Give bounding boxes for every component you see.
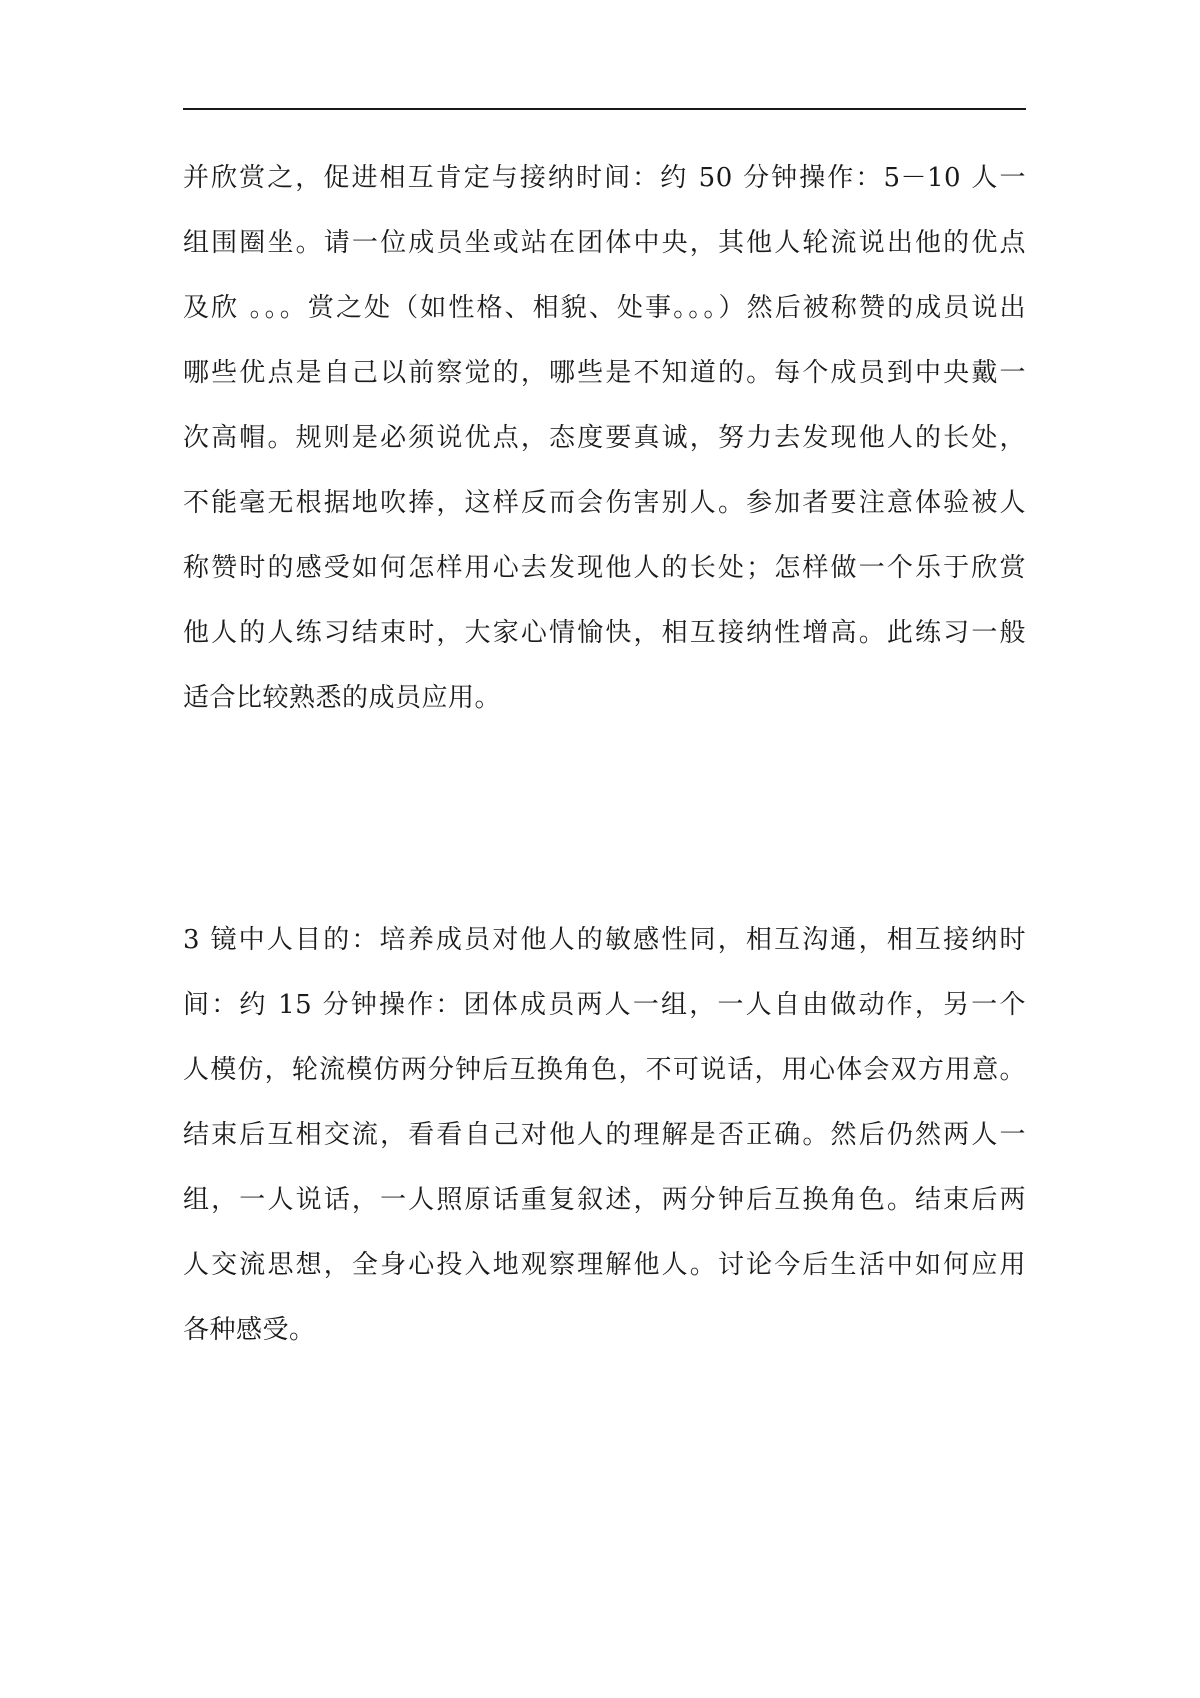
text-line: 次高帽。规则是必须说优点，态度要真诚，努力去发现他人的长处，: [183, 423, 1026, 453]
text-line: 并欣赏之，促进相互肯定与接纳时间：约 50 分钟操作：5－10 人一: [183, 163, 1026, 193]
text-line: 他人的人练习结束时，大家心情愉快，相互接纳性增高。此练习一般: [183, 618, 1026, 648]
text-line: 间：约 15 分钟操作：团体成员两人一组，一人自由做动作，另一个: [183, 990, 1026, 1020]
text-line: 人交流思想，全身心投入地观察理解他人。讨论今后生活中如何应用: [183, 1250, 1026, 1280]
header-rule: [183, 108, 1026, 110]
text-line: 各种感受。: [183, 1315, 316, 1345]
text-line: 适合比较熟悉的成员应用。: [183, 683, 502, 713]
text-line: 哪些优点是自己以前察觉的，哪些是不知道的。每个成员到中央戴一: [183, 358, 1026, 388]
text-line: 组围圈坐。请一位成员坐或站在团体中央，其他人轮流说出他的优点: [183, 228, 1026, 258]
text-line: 结束后互相交流，看看自己对他人的理解是否正确。然后仍然两人一: [183, 1120, 1026, 1150]
text-line: 人模仿，轮流模仿两分钟后互换角色，不可说话，用心体会双方用意。: [183, 1055, 1026, 1085]
text-line: 称赞时的感受如何怎样用心去发现他人的长处；怎样做一个乐于欣赏: [183, 553, 1026, 583]
text-line: 不能毫无根据地吹捧，这样反而会伤害别人。参加者要注意体验被人: [183, 488, 1026, 518]
text-line: 及欣 。。。赏之处（如性格、相貌、处事。。。）然后被称赞的成员说出: [183, 293, 1026, 323]
paragraph-compliment-exercise: [183, 146, 1026, 731]
paragraph-mirror-exercise: [183, 908, 1026, 1363]
text-line: 组，一人说话，一人照原话重复叙述，两分钟后互换角色。结束后两: [183, 1185, 1026, 1215]
text-line: 3 镜中人目的：培养成员对他人的敏感性同，相互沟通，相互接纳时: [183, 925, 1026, 955]
